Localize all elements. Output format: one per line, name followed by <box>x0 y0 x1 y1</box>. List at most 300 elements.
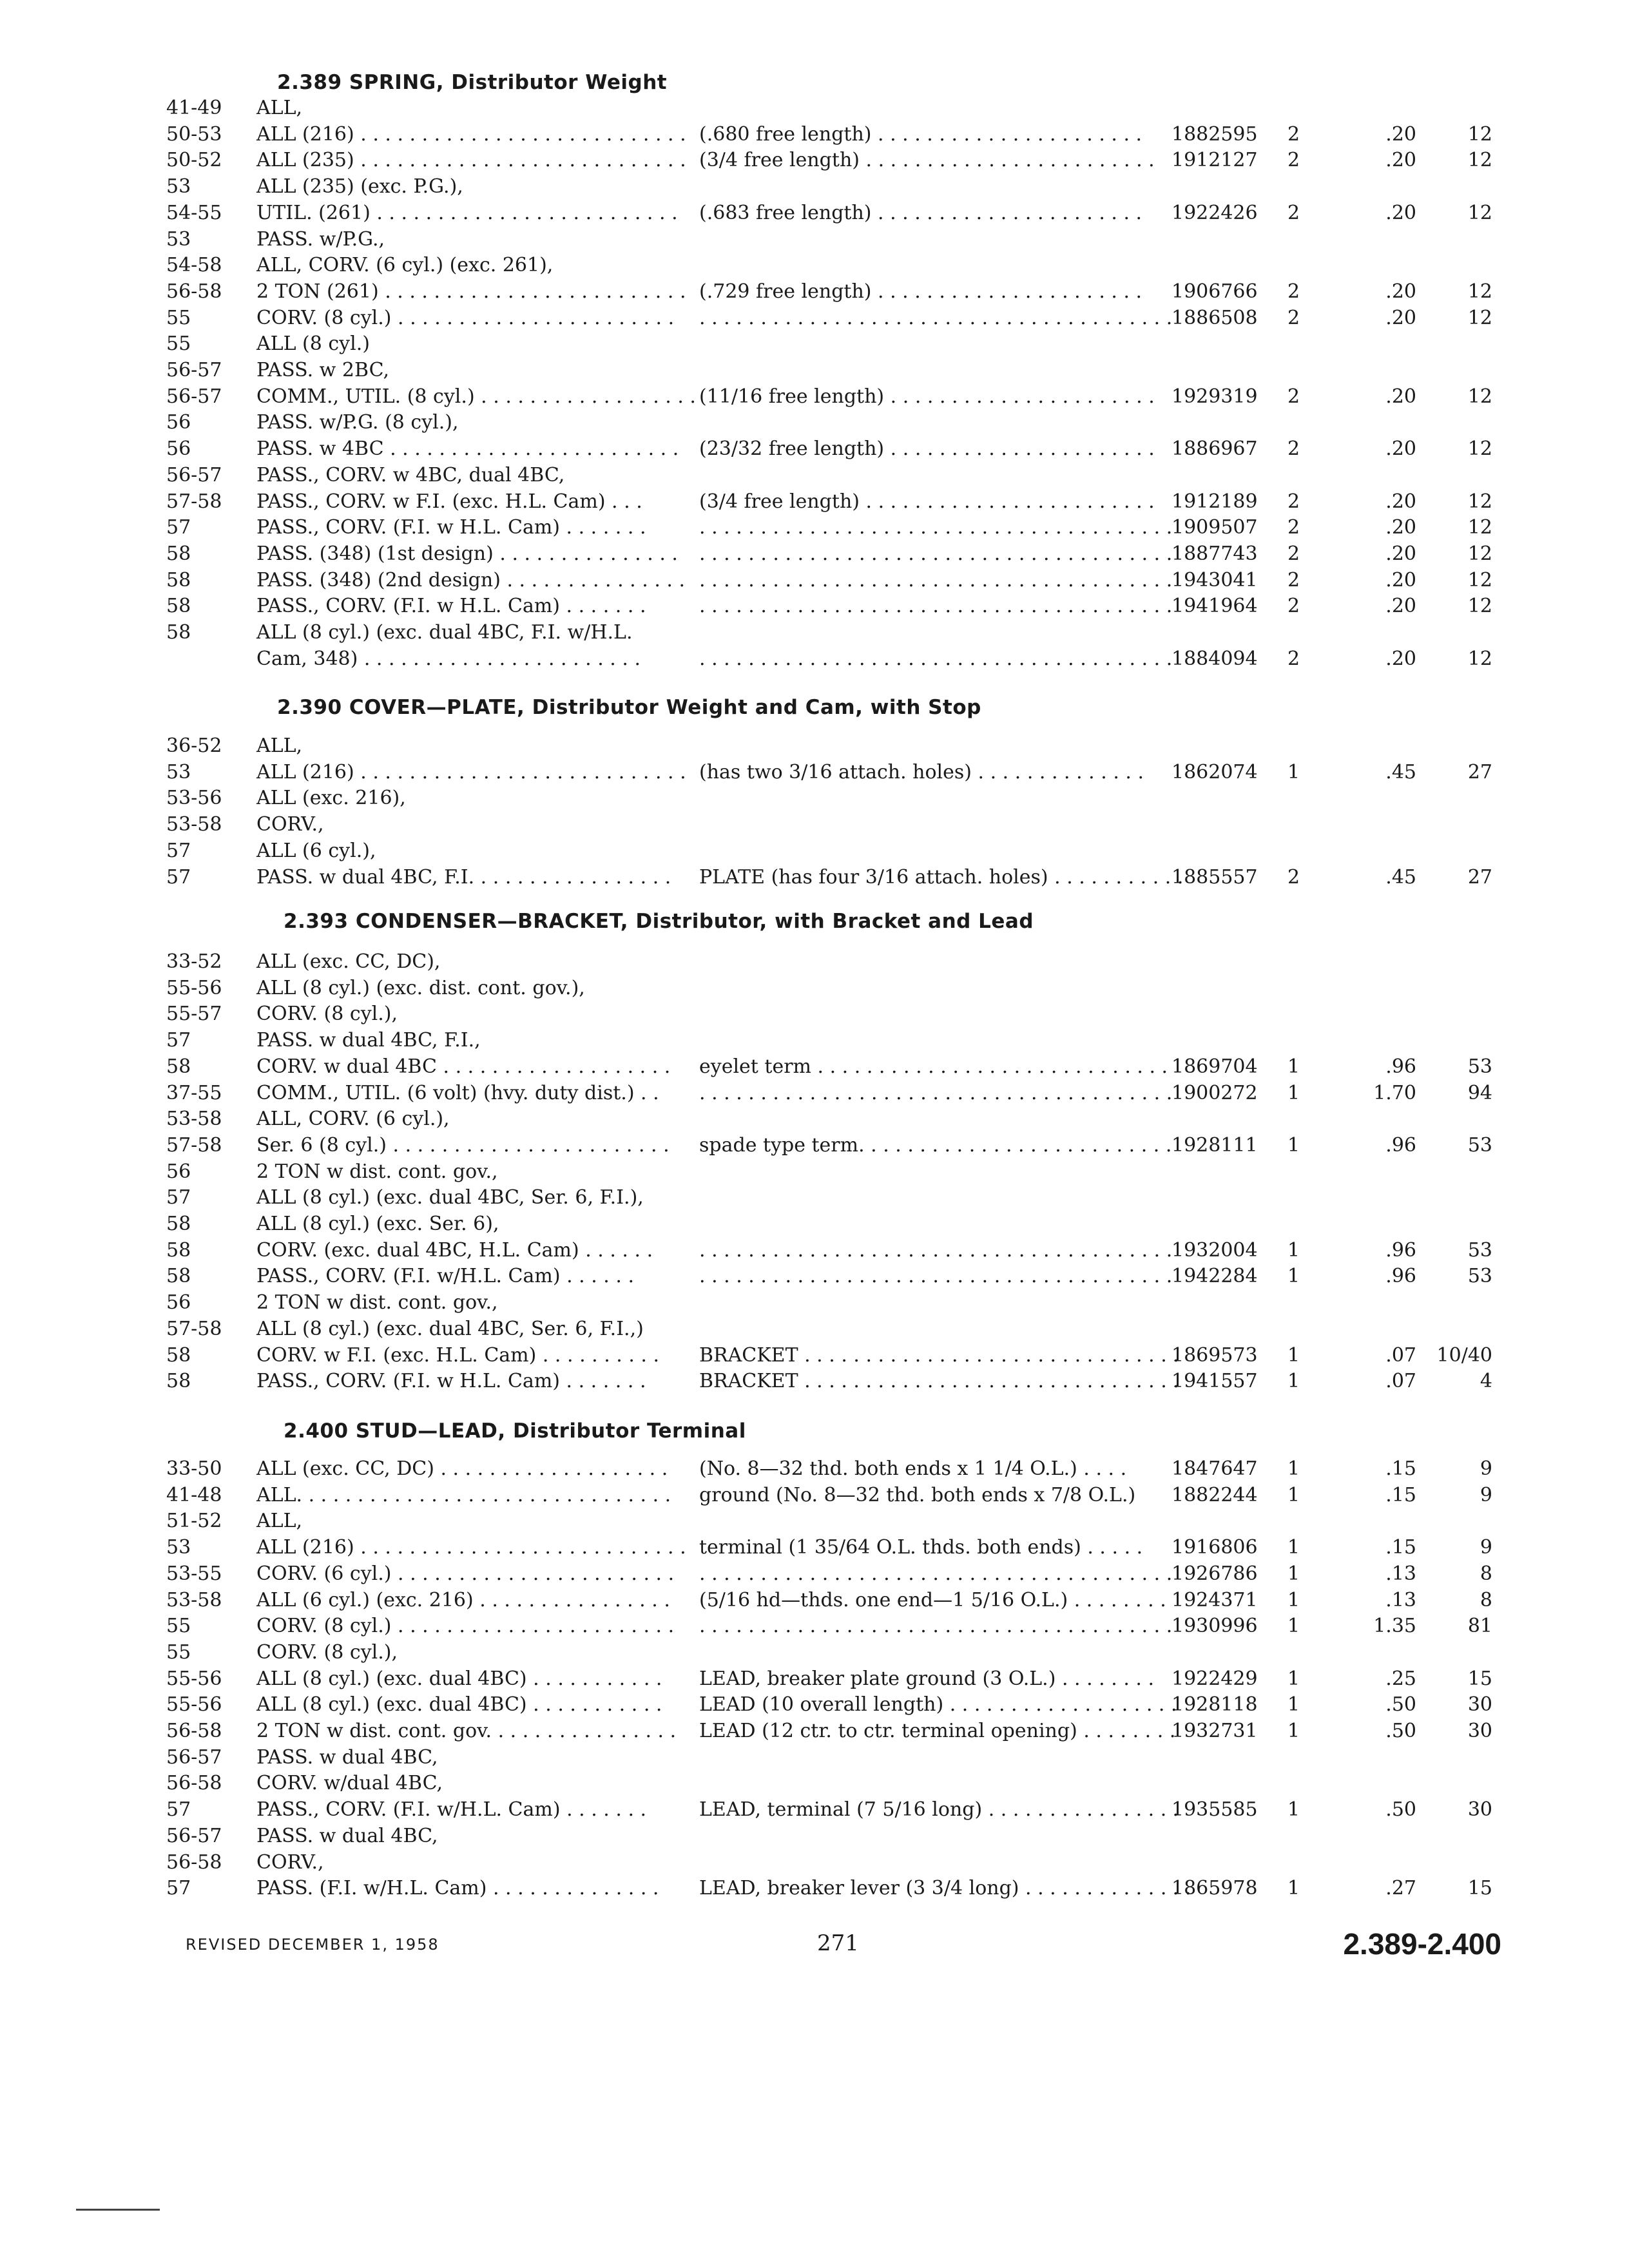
year-cell: 58 <box>166 1055 191 1078</box>
quantity-cell: 2 <box>1287 595 1300 617</box>
quantity-cell: 1 <box>1287 1589 1300 1611</box>
table-row <box>0 1667 1629 1693</box>
model-cell: ALL, CORV. (6 cyl.) (exc. 261), <box>256 254 554 276</box>
description-cell: eyelet term . . . . . . . . . . . . . . . . . . . . . . . . . . . . . <box>699 1055 1168 1078</box>
quantity-cell: 1 <box>1287 1877 1300 1899</box>
year-cell: 58 <box>166 621 191 644</box>
year-cell: 58 <box>166 1239 191 1262</box>
price-cell: .50 <box>1385 1720 1416 1742</box>
price-cell: .15 <box>1385 1457 1416 1480</box>
table-row <box>0 202 1629 227</box>
part-number-cell: 1865978 <box>1171 1877 1258 1899</box>
group-cell: 53 <box>1467 1239 1492 1262</box>
group-cell: 12 <box>1467 149 1492 171</box>
table-row <box>0 516 1629 542</box>
group-cell: 12 <box>1467 648 1492 670</box>
section-heading: 2.390 COVER—PLATE, Distributor Weight and Cam, with Stop <box>277 696 981 719</box>
quantity-cell: 1 <box>1287 1562 1300 1585</box>
group-cell: 15 <box>1467 1667 1492 1690</box>
year-cell: 56 <box>166 1160 191 1183</box>
year-cell: 53 <box>166 228 191 251</box>
table-row <box>0 1720 1629 1745</box>
group-cell: 30 <box>1467 1798 1492 1821</box>
part-number-cell: 1916806 <box>1171 1536 1258 1559</box>
description-cell: (5/16 hd—thds. one end—1 5/16 O.L.) . . . . . . . . <box>699 1589 1166 1611</box>
year-cell: 53-58 <box>166 813 222 836</box>
quantity-cell: 1 <box>1287 1457 1300 1480</box>
table-row <box>0 1510 1629 1535</box>
group-cell: 53 <box>1467 1265 1492 1287</box>
table-row <box>0 569 1629 595</box>
description-cell: . . . . . . . . . . . . . . . . . . . . . . . . . . . . . . . . . . . . . . . <box>699 1615 1173 1637</box>
model-cell: ALL, CORV. (6 cyl.), <box>256 1108 450 1130</box>
quantity-cell: 1 <box>1287 1344 1300 1367</box>
group-cell: 12 <box>1467 595 1492 617</box>
model-cell: ALL. . . . . . . . . . . . . . . . . . . . . . . . . . . . . . . <box>256 1484 671 1506</box>
model-cell: ALL (6 cyl.) (exc. 216) . . . . . . . . . . . . . . . . <box>256 1589 670 1611</box>
part-number-cell: 1935585 <box>1171 1798 1258 1821</box>
model-cell: ALL (6 cyl.), <box>256 840 376 862</box>
group-cell: 12 <box>1467 307 1492 329</box>
group-cell: 53 <box>1467 1055 1492 1078</box>
table-row <box>0 1003 1629 1028</box>
year-cell: 57 <box>166 1029 191 1052</box>
year-cell: 41-48 <box>166 1484 222 1506</box>
price-cell: .20 <box>1385 123 1416 146</box>
model-cell: ALL (216) . . . . . . . . . . . . . . . . . . . . . . . . . . . <box>256 123 686 146</box>
part-number-cell: 1862074 <box>1171 761 1258 783</box>
year-cell: 53-58 <box>166 1108 222 1130</box>
quantity-cell: 2 <box>1287 307 1300 329</box>
description-cell: LEAD, breaker lever (3 3/4 long) . . . . . . . . . . . . . . <box>699 1877 1191 1899</box>
table-row <box>0 1457 1629 1483</box>
group-cell: 12 <box>1467 490 1492 513</box>
model-cell: PASS. w/P.G., <box>256 228 385 251</box>
description-cell: spade type term. . . . . . . . . . . . . . . . . . . . . . . . . . <box>699 1134 1172 1157</box>
year-cell: 56 <box>166 411 191 434</box>
year-cell: 53-58 <box>166 1589 222 1611</box>
group-cell: 12 <box>1467 569 1492 591</box>
part-number-cell: 1847647 <box>1171 1457 1258 1480</box>
quantity-cell: 1 <box>1287 1536 1300 1559</box>
quantity-cell: 1 <box>1287 1370 1300 1392</box>
table-row <box>0 866 1629 892</box>
description-cell: terminal (1 35/64 O.L. thds. both ends) . . . . . <box>699 1536 1143 1559</box>
table-row <box>0 280 1629 306</box>
model-cell: PASS., CORV. (F.I. w H.L. Cam) . . . . . . . <box>256 516 646 539</box>
part-number-cell: 1926786 <box>1171 1562 1258 1585</box>
year-cell: 55-56 <box>166 977 222 999</box>
group-cell: 30 <box>1467 1720 1492 1742</box>
year-cell: 56-57 <box>166 385 222 408</box>
price-cell: .15 <box>1385 1536 1416 1559</box>
year-cell: 57 <box>166 1877 191 1899</box>
description-cell: LEAD (10 overall length) . . . . . . . . . . . . . . . . . . . <box>699 1693 1177 1716</box>
price-cell: .96 <box>1385 1055 1416 1078</box>
group-cell: 4 <box>1480 1370 1492 1392</box>
quantity-cell: 2 <box>1287 490 1300 513</box>
year-cell: 33-52 <box>166 950 222 973</box>
table-row <box>0 307 1629 332</box>
table-row <box>0 1318 1629 1343</box>
year-cell: 56 <box>166 437 191 460</box>
table-row <box>0 977 1629 1003</box>
quantity-cell: 1 <box>1287 1798 1300 1821</box>
year-cell: 50-53 <box>166 123 222 146</box>
price-cell: .96 <box>1385 1134 1416 1157</box>
model-cell: Ser. 6 (8 cyl.) . . . . . . . . . . . . . . . . . . . . . . . <box>256 1134 670 1157</box>
table-row <box>0 1291 1629 1317</box>
page-number: 271 <box>817 1930 859 1956</box>
group-cell: 12 <box>1467 385 1492 408</box>
quantity-cell: 1 <box>1287 1720 1300 1742</box>
description-cell: (has two 3/16 attach. holes) . . . . . . . . . . . . . . <box>699 761 1144 783</box>
table-row <box>0 149 1629 175</box>
part-number-cell: 1886508 <box>1171 307 1258 329</box>
year-cell: 56-57 <box>166 1746 222 1769</box>
table-row <box>0 1772 1629 1798</box>
model-cell: 2 TON w dist. cont. gov., <box>256 1160 498 1183</box>
table-row <box>0 123 1629 149</box>
group-cell: 15 <box>1467 1877 1492 1899</box>
scan-mark <box>76 2209 160 2211</box>
year-cell: 51-52 <box>166 1510 222 1532</box>
price-cell: .13 <box>1385 1589 1416 1611</box>
year-cell: 56-58 <box>166 1772 222 1794</box>
part-number-cell: 1929319 <box>1171 385 1258 408</box>
part-number-cell: 1942284 <box>1171 1265 1258 1287</box>
part-number-cell: 1943041 <box>1171 569 1258 591</box>
year-cell: 57-58 <box>166 490 222 513</box>
group-cell: 27 <box>1467 866 1492 889</box>
year-cell: 55 <box>166 1641 191 1664</box>
quantity-cell: 2 <box>1287 280 1300 303</box>
model-cell: ALL (exc. 216), <box>256 787 406 809</box>
description-cell: . . . . . . . . . . . . . . . . . . . . . . . . . . . . . . . . . . . . . . . <box>699 543 1173 565</box>
model-cell: PASS. w 2BC, <box>256 359 390 381</box>
table-row <box>0 1825 1629 1850</box>
description-cell: . . . . . . . . . . . . . . . . . . . . . . . . . . . . . . . . . . . . . . . <box>699 648 1173 670</box>
table-row <box>0 1562 1629 1588</box>
table-row <box>0 175 1629 201</box>
model-cell: ALL (8 cyl.) (exc. dist. cont. gov.), <box>256 977 585 999</box>
table-row <box>0 648 1629 673</box>
year-cell: 57 <box>166 866 191 889</box>
price-cell: 1.70 <box>1373 1082 1416 1104</box>
part-number-cell: 1922429 <box>1171 1667 1258 1690</box>
model-cell: ALL (8 cyl.) (exc. dual 4BC, F.I. w/H.L. <box>256 621 633 644</box>
year-cell: 55 <box>166 307 191 329</box>
group-cell: 8 <box>1480 1589 1492 1611</box>
part-number-cell: 1941964 <box>1171 595 1258 617</box>
year-cell: 57 <box>166 840 191 862</box>
price-cell: .25 <box>1385 1667 1416 1690</box>
model-cell: PASS., CORV. w 4BC, dual 4BC, <box>256 464 565 486</box>
model-cell: ALL (8 cyl.) (exc. dual 4BC) . . . . . . . . . . . <box>256 1667 662 1690</box>
year-cell: 58 <box>166 543 191 565</box>
group-cell: 30 <box>1467 1693 1492 1716</box>
table-row <box>0 464 1629 490</box>
part-number-cell: 1887743 <box>1171 543 1258 565</box>
price-cell: .13 <box>1385 1562 1416 1585</box>
table-row <box>0 595 1629 620</box>
model-cell: ALL, <box>256 1510 303 1532</box>
year-cell: 58 <box>166 1265 191 1287</box>
year-cell: 55-56 <box>166 1693 222 1716</box>
price-cell: .20 <box>1385 516 1416 539</box>
year-cell: 55-56 <box>166 1667 222 1690</box>
model-cell: CORV., <box>256 1851 324 1874</box>
price-cell: .20 <box>1385 648 1416 670</box>
year-cell: 58 <box>166 569 191 591</box>
group-cell: 9 <box>1480 1484 1492 1506</box>
description-cell: LEAD (12 ctr. to ctr. terminal opening) . . . . . . . . <box>699 1720 1176 1742</box>
model-cell: CORV. w dual 4BC . . . . . . . . . . . . . . . . . . . <box>256 1055 671 1078</box>
year-cell: 56-58 <box>166 280 222 303</box>
price-cell: .96 <box>1385 1239 1416 1262</box>
model-cell: PASS. w dual 4BC, <box>256 1825 438 1847</box>
year-cell: 54-58 <box>166 254 222 276</box>
group-cell: 10/40 <box>1436 1344 1492 1367</box>
description-cell: . . . . . . . . . . . . . . . . . . . . . . . . . . . . . . . . . . . . . . . <box>699 516 1173 539</box>
price-cell: .15 <box>1385 1484 1416 1506</box>
section-heading: 2.400 STUD—LEAD, Distributor Terminal <box>284 1419 746 1443</box>
model-cell: Cam, 348) . . . . . . . . . . . . . . . . . . . . . . . <box>256 648 641 670</box>
group-cell: 12 <box>1467 543 1492 565</box>
year-cell: 58 <box>166 1370 191 1392</box>
model-cell: 2 TON w dist. cont. gov., <box>256 1291 498 1314</box>
table-row <box>0 1186 1629 1212</box>
table-row <box>0 490 1629 516</box>
table-row <box>0 1536 1629 1562</box>
model-cell: PASS. (F.I. w/H.L. Cam) . . . . . . . . . . . . . . <box>256 1877 659 1899</box>
group-cell: 12 <box>1467 516 1492 539</box>
year-cell: 53 <box>166 175 191 198</box>
year-cell: 57 <box>166 516 191 539</box>
year-cell: 56-57 <box>166 359 222 381</box>
part-number-cell: 1941557 <box>1171 1370 1258 1392</box>
group-cell: 27 <box>1467 761 1492 783</box>
price-cell: .27 <box>1385 1877 1416 1899</box>
table-row <box>0 1746 1629 1772</box>
group-cell: 81 <box>1467 1615 1492 1637</box>
year-cell: 58 <box>166 595 191 617</box>
part-number-cell: 1924371 <box>1171 1589 1258 1611</box>
model-cell: ALL, <box>256 97 303 119</box>
model-cell: CORV. (exc. dual 4BC, H.L. Cam) . . . . . . <box>256 1239 653 1262</box>
year-cell: 53-55 <box>166 1562 222 1585</box>
description-cell: (.680 free length) . . . . . . . . . . . . . . . . . . . . . . <box>699 123 1142 146</box>
section-reference: 2.389-2.400 <box>1343 1927 1501 1961</box>
model-cell: PASS., CORV. (F.I. w H.L. Cam) . . . . . . . <box>256 1370 646 1392</box>
quantity-cell: 2 <box>1287 516 1300 539</box>
part-number-cell: 1912127 <box>1171 149 1258 171</box>
price-cell: .20 <box>1385 490 1416 513</box>
table-row <box>0 735 1629 760</box>
part-number-cell: 1900272 <box>1171 1082 1258 1104</box>
quantity-cell: 2 <box>1287 149 1300 171</box>
year-cell: 56 <box>166 1291 191 1314</box>
model-cell: ALL (8 cyl.) (exc. dual 4BC, Ser. 6, F.I.,) <box>256 1318 644 1340</box>
part-number-cell: 1885557 <box>1171 866 1258 889</box>
model-cell: ALL (8 cyl.) (exc. dual 4BC) . . . . . . . . . . . <box>256 1693 662 1716</box>
price-cell: .20 <box>1385 595 1416 617</box>
table-row <box>0 359 1629 385</box>
price-cell: .45 <box>1385 866 1416 889</box>
year-cell: 55-57 <box>166 1003 222 1025</box>
table-row <box>0 621 1629 647</box>
price-cell: .50 <box>1385 1798 1416 1821</box>
part-number-cell: 1884094 <box>1171 648 1258 670</box>
model-cell: ALL, <box>256 735 303 757</box>
quantity-cell: 1 <box>1287 761 1300 783</box>
year-cell: 36-52 <box>166 735 222 757</box>
part-number-cell: 1930996 <box>1171 1615 1258 1637</box>
model-cell: PASS. w dual 4BC, F.I. . . . . . . . . . . . . . . . . <box>256 866 671 889</box>
quantity-cell: 2 <box>1287 202 1300 224</box>
table-row <box>0 1641 1629 1667</box>
year-cell: 56-58 <box>166 1851 222 1874</box>
part-number-cell: 1932731 <box>1171 1720 1258 1742</box>
table-row <box>0 228 1629 254</box>
part-number-cell: 1869573 <box>1171 1344 1258 1367</box>
year-cell: 54-55 <box>166 202 222 224</box>
part-number-cell: 1928118 <box>1171 1693 1258 1716</box>
price-cell: .07 <box>1385 1344 1416 1367</box>
quantity-cell: 2 <box>1287 437 1300 460</box>
description-cell: . . . . . . . . . . . . . . . . . . . . . . . . . . . . . . . . . . . . . . . <box>699 1082 1173 1104</box>
table-row <box>0 1082 1629 1108</box>
table-row <box>0 1693 1629 1719</box>
model-cell: UTIL. (261) . . . . . . . . . . . . . . . . . . . . . . . . . <box>256 202 678 224</box>
table-row <box>0 1239 1629 1265</box>
price-cell: .20 <box>1385 149 1416 171</box>
price-cell: .20 <box>1385 385 1416 408</box>
model-cell: ALL (8 cyl.) (exc. Ser. 6), <box>256 1213 499 1235</box>
price-cell: .07 <box>1385 1370 1416 1392</box>
quantity-cell: 1 <box>1287 1055 1300 1078</box>
group-cell: 12 <box>1467 280 1492 303</box>
model-cell: COMM., UTIL. (8 cyl.) . . . . . . . . . . . . . . . . . . <box>256 385 696 408</box>
description-cell: LEAD, terminal (7 5/16 long) . . . . . . . . . . . . . . . . <box>699 1798 1179 1821</box>
year-cell: 33-50 <box>166 1457 222 1480</box>
description-cell: ground (No. 8—32 thd. both ends x 7/8 O.L.) <box>699 1484 1136 1506</box>
model-cell: ALL (exc. CC, DC) . . . . . . . . . . . . . . . . . . . <box>256 1457 668 1480</box>
table-row <box>0 950 1629 976</box>
table-row <box>0 1134 1629 1160</box>
part-number-cell: 1909507 <box>1171 516 1258 539</box>
model-cell: CORV. (8 cyl.) . . . . . . . . . . . . . . . . . . . . . . . <box>256 1615 675 1637</box>
year-cell: 37-55 <box>166 1082 222 1104</box>
model-cell: ALL (8 cyl.) (exc. dual 4BC, Ser. 6, F.I.), <box>256 1186 644 1209</box>
description-cell: (.683 free length) . . . . . . . . . . . . . . . . . . . . . . <box>699 202 1142 224</box>
model-cell: PASS. (348) (1st design) . . . . . . . . . . . . . . . <box>256 543 678 565</box>
model-cell: PASS., CORV. w F.I. (exc. H.L. Cam) . . . <box>256 490 642 513</box>
table-row <box>0 1589 1629 1615</box>
table-row <box>0 411 1629 437</box>
model-cell: ALL (8 cyl.) <box>256 332 370 355</box>
description-cell: BRACKET . . . . . . . . . . . . . . . . . . . . . . . . . . . . . . . <box>699 1370 1179 1392</box>
model-cell: CORV. (8 cyl.) . . . . . . . . . . . . . . . . . . . . . . . <box>256 307 675 329</box>
model-cell: ALL (235) . . . . . . . . . . . . . . . . . . . . . . . . . . . <box>256 149 686 171</box>
description-cell: (11/16 free length) . . . . . . . . . . . . . . . . . . . . . . <box>699 385 1155 408</box>
part-number-cell: 1928111 <box>1171 1134 1258 1157</box>
model-cell: PASS., CORV. (F.I. w/H.L. Cam) . . . . . . . <box>256 1798 647 1821</box>
table-row <box>0 813 1629 839</box>
model-cell: 2 TON w dist. cont. gov. . . . . . . . . . . . . . . . <box>256 1720 677 1742</box>
model-cell: PASS., CORV. (F.I. w H.L. Cam) . . . . . . . <box>256 595 646 617</box>
quantity-cell: 2 <box>1287 866 1300 889</box>
table-row <box>0 1265 1629 1291</box>
part-number-cell: 1932004 <box>1171 1239 1258 1262</box>
part-number-cell: 1869704 <box>1171 1055 1258 1078</box>
year-cell: 55 <box>166 1615 191 1637</box>
description-cell: (23/32 free length) . . . . . . . . . . . . . . . . . . . . . . <box>699 437 1155 460</box>
year-cell: 56-58 <box>166 1720 222 1742</box>
group-cell: 53 <box>1467 1134 1492 1157</box>
table-row <box>0 1484 1629 1510</box>
group-cell: 9 <box>1480 1536 1492 1559</box>
year-cell: 57 <box>166 1798 191 1821</box>
description-cell: (No. 8—32 thd. both ends x 1 1/4 O.L.) . . . . <box>699 1457 1127 1480</box>
year-cell: 58 <box>166 1344 191 1367</box>
model-cell: ALL (exc. CC, DC), <box>256 950 441 973</box>
year-cell: 55 <box>166 332 191 355</box>
quantity-cell: 2 <box>1287 123 1300 146</box>
description-cell: . . . . . . . . . . . . . . . . . . . . . . . . . . . . . . . . . . . . . . . <box>699 595 1173 617</box>
table-row <box>0 1160 1629 1186</box>
part-number-cell: 1906766 <box>1171 280 1258 303</box>
model-cell: ALL (216) . . . . . . . . . . . . . . . . . . . . . . . . . . . <box>256 761 686 783</box>
year-cell: 56-57 <box>166 464 222 486</box>
year-cell: 58 <box>166 1213 191 1235</box>
group-cell: 94 <box>1467 1082 1492 1104</box>
quantity-cell: 1 <box>1287 1082 1300 1104</box>
price-cell: .20 <box>1385 543 1416 565</box>
table-row <box>0 1851 1629 1877</box>
group-cell: 12 <box>1467 437 1492 460</box>
model-cell: COMM., UTIL. (6 volt) (hvy. duty dist.) . . <box>256 1082 659 1104</box>
table-row <box>0 254 1629 280</box>
year-cell: 53-56 <box>166 787 222 809</box>
quantity-cell: 2 <box>1287 543 1300 565</box>
table-row <box>0 761 1629 787</box>
table-row <box>0 1798 1629 1824</box>
section-heading: 2.393 CONDENSER—BRACKET, Distributor, with Bracket and Lead <box>284 910 1034 933</box>
quantity-cell: 1 <box>1287 1693 1300 1716</box>
table-row <box>0 1055 1629 1081</box>
model-cell: PASS. (348) (2nd design) . . . . . . . . . . . . . . . <box>256 569 685 591</box>
description-cell: LEAD, breaker plate ground (3 O.L.) . . . . . . . . <box>699 1667 1154 1690</box>
group-cell: 9 <box>1480 1457 1492 1480</box>
model-cell: CORV. (8 cyl.), <box>256 1641 398 1664</box>
quantity-cell: 1 <box>1287 1134 1300 1157</box>
table-row <box>0 840 1629 865</box>
description-cell: . . . . . . . . . . . . . . . . . . . . . . . . . . . . . . . . . . . . . . . <box>699 1239 1173 1262</box>
quantity-cell: 1 <box>1287 1265 1300 1287</box>
description-cell: PLATE (has four 3/16 attach. holes) . . . . . . . . . . . <box>699 866 1184 889</box>
section-heading: 2.389 SPRING, Distributor Weight <box>277 71 668 94</box>
group-cell: 8 <box>1480 1562 1492 1585</box>
table-row <box>0 1615 1629 1640</box>
table-row <box>0 385 1629 411</box>
description-cell: . . . . . . . . . . . . . . . . . . . . . . . . . . . . . . . . . . . . . . . <box>699 569 1173 591</box>
price-cell: .50 <box>1385 1693 1416 1716</box>
price-cell: .45 <box>1385 761 1416 783</box>
description-cell: BRACKET . . . . . . . . . . . . . . . . . . . . . . . . . . . . . . . <box>699 1344 1179 1367</box>
price-cell: 1.35 <box>1373 1615 1416 1637</box>
group-cell: 12 <box>1467 202 1492 224</box>
